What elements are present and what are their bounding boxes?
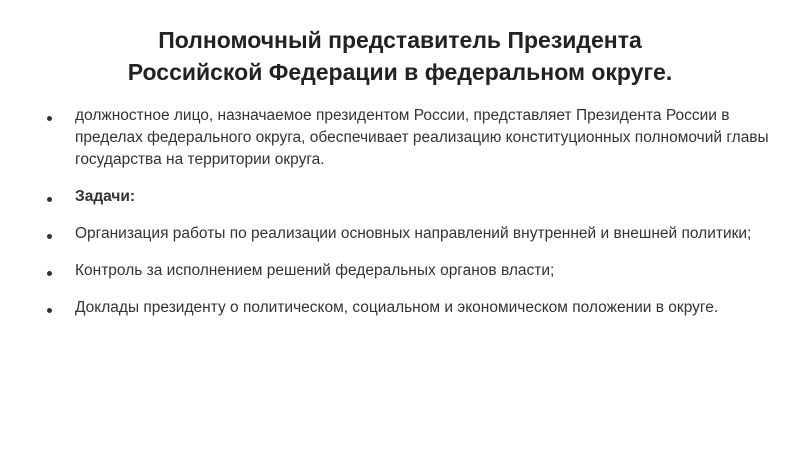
bullet-dot-icon [47, 197, 52, 202]
bullet-text-control: Контроль за исполнением решений федеральных органов власти; [75, 262, 555, 279]
bullet-text-reports: Доклады президенту о политическом, социальном и экономическом положении в округе. [75, 299, 719, 316]
bullet-item-tasks-heading [44, 186, 774, 208]
bullet-text-definition: должностное лицо, назначаемое президентом России, представляет Президента России в пределах федерального округа, обеспечивает реализацию конституционных полномочий главы государства на территории округа. [75, 107, 769, 168]
slide-title-line-1: Полномочный представитель Президента [158, 27, 642, 53]
bullet-item-reports [44, 297, 774, 319]
slide-title-line-2: Российской Федерации в федеральном округе. [127, 59, 673, 85]
bullet-list [44, 105, 774, 334]
bullet-dot-icon [47, 271, 52, 276]
bullet-item-definition [44, 105, 774, 171]
bullet-dot-icon [47, 234, 52, 239]
bullet-dot-icon [47, 116, 52, 121]
bullet-text-policy: Организация работы по реализации основных направлений внутренней и внешней политики; [75, 225, 752, 242]
bullet-dot-icon [47, 308, 52, 313]
slide-title [40, 24, 760, 88]
bullet-text-tasks-heading: Задачи: [75, 188, 136, 205]
bullet-item-policy [44, 223, 774, 245]
bullet-item-control [44, 260, 774, 282]
